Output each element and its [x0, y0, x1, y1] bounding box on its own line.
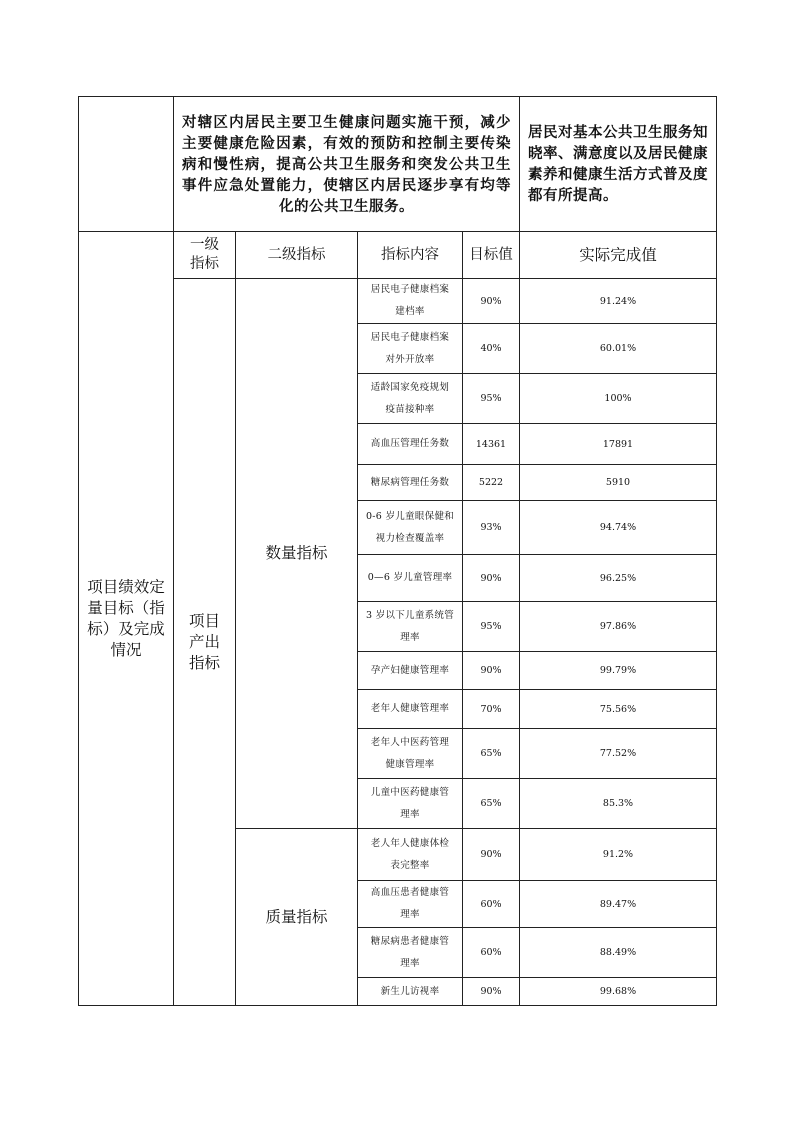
row-actual: 99.68%	[520, 978, 717, 1006]
row-content: 老人年人健康体检 表完整率	[358, 829, 463, 881]
row-content: 0-6 岁儿童眼保健和 视力检查覆盖率	[358, 501, 463, 555]
row-target: 5222	[463, 465, 520, 501]
row-actual: 77.52%	[520, 729, 717, 779]
row-content: 老年人健康管理率	[358, 690, 463, 729]
row-actual: 17891	[520, 424, 717, 465]
row-target: 70%	[463, 690, 520, 729]
row-content: 适龄国家免疫规划 疫苗接种率	[358, 374, 463, 424]
header-target: 目标值	[463, 232, 520, 279]
goal-text-right: 居民对基本公共卫生服务知晓率、满意度以及居民健康素养和健康生活方式普及度都有所提高。	[520, 97, 717, 232]
row-target: 90%	[463, 279, 520, 324]
row-target: 14361	[463, 424, 520, 465]
row-target: 65%	[463, 779, 520, 829]
row-content: 孕产妇健康管理率	[358, 652, 463, 690]
row-content: 儿童中医药健康管 理率	[358, 779, 463, 829]
row-actual: 99.79%	[520, 652, 717, 690]
group-quantity: 数量指标	[236, 279, 358, 829]
goal-row-label-cell	[79, 97, 174, 232]
header-actual: 实际完成值	[520, 232, 717, 279]
goal-text-left: 对辖区内居民主要卫生健康问题实施干预，减少主要健康危险因素，有效的预防和控制主要传染病和慢性病，提高公共卫生服务和突发公共卫生事件应急处置能力，使辖区内居民逐步享有均等化的公共卫生服务。	[174, 97, 520, 232]
row-actual: 91.24%	[520, 279, 717, 324]
row-actual: 91.2%	[520, 829, 717, 881]
row-target: 60%	[463, 928, 520, 978]
row-target: 90%	[463, 652, 520, 690]
level1-label: 项目 产出 指标	[174, 279, 236, 1006]
row-actual: 94.74%	[520, 501, 717, 555]
row-target: 93%	[463, 501, 520, 555]
row-content: 3 岁以下儿童系统管 理率	[358, 602, 463, 652]
row-content: 糖尿病管理任务数	[358, 465, 463, 501]
row-content: 高血压管理任务数	[358, 424, 463, 465]
row-target: 60%	[463, 881, 520, 928]
row-actual: 97.86%	[520, 602, 717, 652]
row-target: 90%	[463, 978, 520, 1006]
row-target: 95%	[463, 374, 520, 424]
row-actual: 75.56%	[520, 690, 717, 729]
header-content: 指标内容	[358, 232, 463, 279]
row-actual: 96.25%	[520, 555, 717, 602]
header-row	[79, 232, 717, 279]
table-row	[79, 279, 717, 324]
row-content: 高血压患者健康管 理率	[358, 881, 463, 928]
row-content: 0—6 岁儿童管理率	[358, 555, 463, 602]
row-content: 居民电子健康档案 对外开放率	[358, 324, 463, 374]
row-target: 40%	[463, 324, 520, 374]
performance-table	[78, 96, 717, 1006]
section-label: 项目绩效定量目标（指标）及完成情况	[79, 232, 174, 1006]
goal-row	[79, 97, 717, 232]
row-content: 糖尿病患者健康管 理率	[358, 928, 463, 978]
row-actual: 89.47%	[520, 881, 717, 928]
row-actual: 85.3%	[520, 779, 717, 829]
row-actual: 100%	[520, 374, 717, 424]
row-content: 老年人中医药管理 健康管理率	[358, 729, 463, 779]
row-target: 90%	[463, 555, 520, 602]
header-level2: 二级指标	[236, 232, 358, 279]
group-quality: 质量指标	[236, 829, 358, 1006]
row-actual: 60.01%	[520, 324, 717, 374]
row-target: 90%	[463, 829, 520, 881]
row-actual: 88.49%	[520, 928, 717, 978]
header-level1: 一级 指标	[174, 232, 236, 279]
row-actual: 5910	[520, 465, 717, 501]
row-content: 居民电子健康档案 建档率	[358, 279, 463, 324]
row-content: 新生儿访视率	[358, 978, 463, 1006]
row-target: 95%	[463, 602, 520, 652]
row-target: 65%	[463, 729, 520, 779]
